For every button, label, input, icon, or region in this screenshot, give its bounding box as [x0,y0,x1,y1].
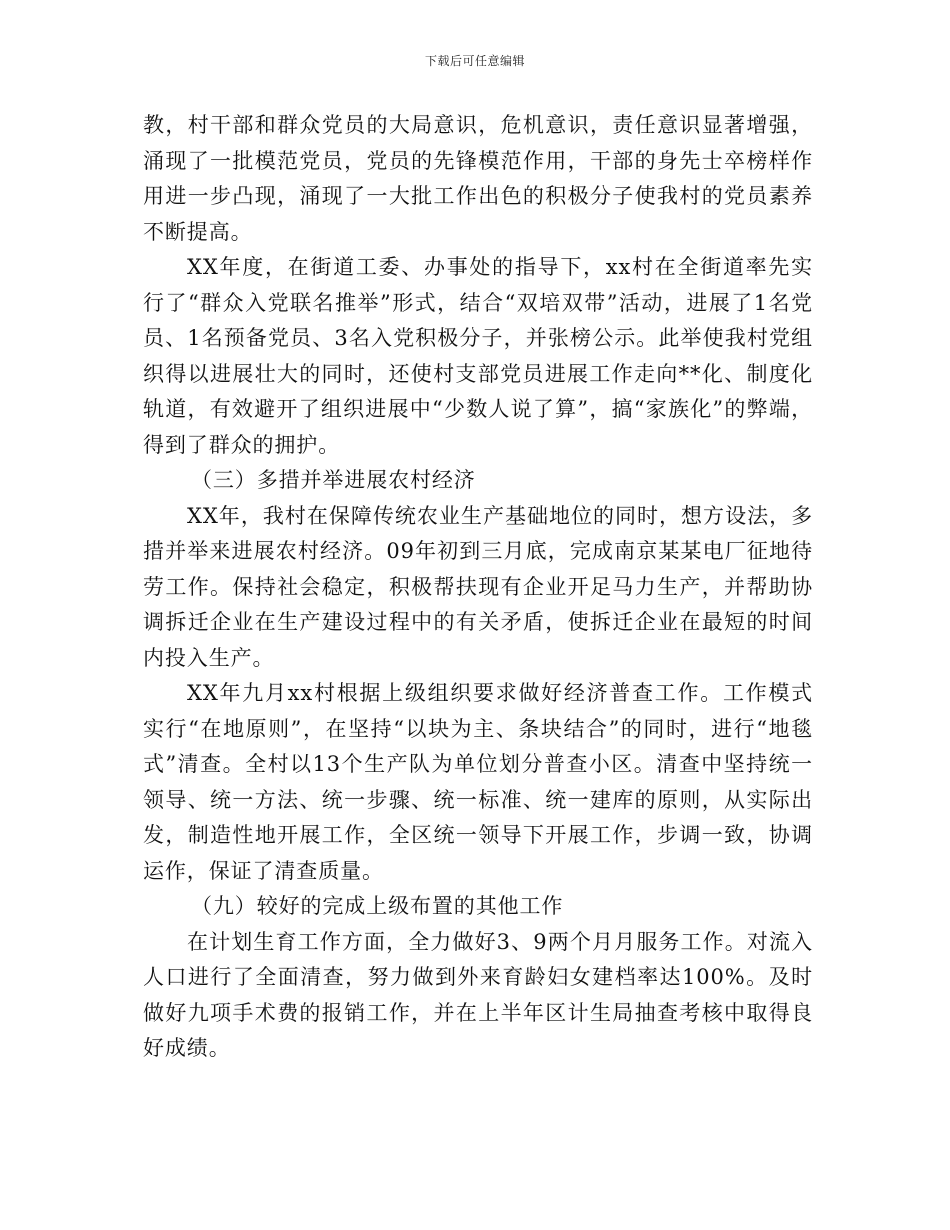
section-heading-rural-economy: （三）多措并举进展农村经济 [191,468,476,492]
paragraph-party-recruitment: XX年度，在街道工委、办事处的指导下，xx村在全街道率先实行了“群众入党联名推举”形式，结合“双培双带”活动，进展了1名党员、1名预备党员、3名入党积极分子，并张榜公示。此举使我村党组织得以进展壮大的同时，还使村支部党员进展工作走向**化、制度化轨道，有效避开了组织进展中“少数人说了算”，搞“家族化”的弊端，得到了群众的拥护。 [143,255,813,457]
paragraph-party-awareness: 教，村干部和群众党员的大局意识，危机意识，责任意识显著增强，涌现了一批模范党员，党员的先锋模范作用，干部的身先士卒榜样作用进一步凸现，涌现了一大批工作出色的积极分子使我村的党员素养不断提高。 [143,113,813,244]
page-header-note: 下载后可任意编辑 [424,54,525,68]
section-heading-other-work: （九）较好的完成上级布置的其他工作 [191,894,564,918]
paragraph-economic-census: XX年九月xx村根据上级组织要求做好经济普查工作。工作模式实行“在地原则”，在坚持“以块为主、条块结合”的同时，进行“地毯式”清查。全村以13个生产队为单位划分普查小区。清查中坚持统一领导、统一方法、统一步骤、统一标准、统一建库的原则，从实际出发，制造性地开展工作，全区统一领导下开展工作，步调一致，协调运作，保证了清查质量。 [143,681,813,883]
paragraph-rural-economy: XX年，我村在保障传统农业生产基础地位的同时，想方设法，多措并举来进展农村经济。09年初到三月底，完成南京某某电厂征地待劳工作。保持社会稳定，积极帮扶现有企业开足马力生产，并帮助协调拆迁企业在生产建设过程中的有关矛盾，使拆迁企业在最短的时间内投入生产。 [143,503,813,670]
document-body [143,108,813,1067]
paragraph-family-planning: 在计划生育工作方面，全力做好3、9两个月月服务工作。对流入人口进行了全面清查，努力做到外来育龄妇女建档率达100%。及时做好九项手术费的报销工作，并在上半年区计生局抽查考核中取得良好成绩。 [143,929,813,1060]
